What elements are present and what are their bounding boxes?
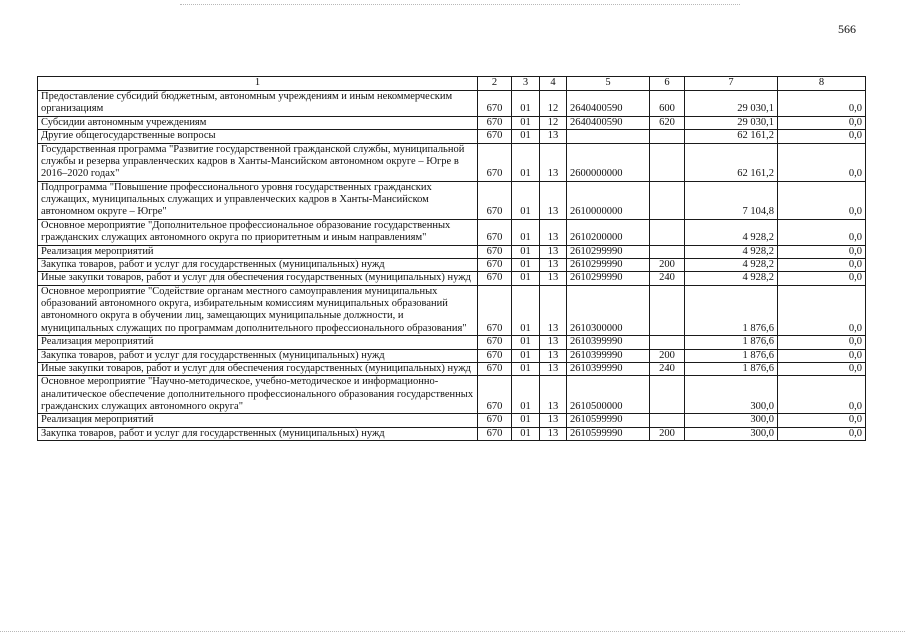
row-subsection-cell: 13 xyxy=(540,349,567,362)
row-target-article-cell: 2610399990 xyxy=(567,336,650,349)
row-subvention-amount-cell: 0,0 xyxy=(778,336,866,349)
row-expense-type-cell: 200 xyxy=(650,427,685,440)
row-subsection-cell: 13 xyxy=(540,272,567,285)
row-name-cell: Закупка товаров, работ и услуг для государственных (муниципальных) нужд xyxy=(38,258,478,271)
row-target-article-cell: 2610599990 xyxy=(567,414,650,427)
row-section-cell: 01 xyxy=(512,427,540,440)
scan-artifact-bottom xyxy=(0,631,905,633)
table-row xyxy=(38,349,866,362)
row-target-article-cell: 2610299990 xyxy=(567,258,650,271)
row-ministry-code-cell: 670 xyxy=(478,245,512,258)
row-subsection-cell: 13 xyxy=(540,336,567,349)
row-subsection-cell: 13 xyxy=(540,285,567,336)
row-section-cell: 01 xyxy=(512,414,540,427)
budget-table xyxy=(37,76,866,441)
table-row xyxy=(38,336,866,349)
row-expense-type-cell xyxy=(650,336,685,349)
row-subvention-amount-cell: 0,0 xyxy=(778,376,866,414)
row-section-cell: 01 xyxy=(512,143,540,181)
row-section-cell: 01 xyxy=(512,376,540,414)
row-subsection-cell: 13 xyxy=(540,219,567,245)
row-section-cell: 01 xyxy=(512,116,540,129)
row-name-cell: Реализация мероприятий xyxy=(38,414,478,427)
row-name-cell: Предоставление субсидий бюджетным, автономным учреждениям и иным некоммерческим организациям xyxy=(38,91,478,117)
table-row xyxy=(38,130,866,143)
row-ministry-code-cell: 670 xyxy=(478,272,512,285)
row-name-cell: Подпрограмма "Повышение профессионального уровня государственных гражданских служащих, муниципальных служащих и управленческих кадров в Ханты-Мансийском автономном округе – Югре" xyxy=(38,181,478,219)
row-ministry-code-cell: 670 xyxy=(478,219,512,245)
row-name-cell: Иные закупки товаров, работ и услуг для обеспечения государственных (муниципальных) нужд xyxy=(38,272,478,285)
row-amount-cell: 29 030,1 xyxy=(685,91,778,117)
row-name-cell: Основное мероприятие "Дополнительное профессиональное образование государственных гражданских служащих автономного округа по приоритетным и иным направлениям" xyxy=(38,219,478,245)
row-target-article-cell: 2600000000 xyxy=(567,143,650,181)
table-row xyxy=(38,181,866,219)
row-target-article-cell: 2610300000 xyxy=(567,285,650,336)
row-section-cell: 01 xyxy=(512,130,540,143)
row-expense-type-cell: 200 xyxy=(650,258,685,271)
row-subsection-cell: 13 xyxy=(540,427,567,440)
row-amount-cell: 1 876,6 xyxy=(685,349,778,362)
row-expense-type-cell xyxy=(650,143,685,181)
row-subsection-cell: 12 xyxy=(540,91,567,117)
table-header-row xyxy=(38,77,866,91)
row-subvention-amount-cell: 0,0 xyxy=(778,414,866,427)
table-row xyxy=(38,245,866,258)
row-section-cell: 01 xyxy=(512,245,540,258)
row-expense-type-cell: 600 xyxy=(650,91,685,117)
row-target-article-cell: 2610399990 xyxy=(567,362,650,375)
row-name-cell: Реализация мероприятий xyxy=(38,245,478,258)
row-expense-type-cell: 240 xyxy=(650,362,685,375)
row-name-cell: Государственная программа "Развитие государственной гражданской службы, муниципальной службы и резерва управленческих кадров в Ханты-Мансийском автономном округе – Югре в 2016–2020 годах" xyxy=(38,143,478,181)
row-section-cell: 01 xyxy=(512,219,540,245)
table-row xyxy=(38,116,866,129)
row-subvention-amount-cell: 0,0 xyxy=(778,130,866,143)
row-section-cell: 01 xyxy=(512,362,540,375)
row-section-cell: 01 xyxy=(512,272,540,285)
row-ministry-code-cell: 670 xyxy=(478,181,512,219)
row-name-cell: Закупка товаров, работ и услуг для государственных (муниципальных) нужд xyxy=(38,427,478,440)
row-ministry-code-cell: 670 xyxy=(478,362,512,375)
column-header: 1 xyxy=(38,77,478,91)
column-header: 5 xyxy=(567,77,650,91)
row-target-article-cell: 2610200000 xyxy=(567,219,650,245)
row-amount-cell: 62 161,2 xyxy=(685,130,778,143)
table-row xyxy=(38,427,866,440)
row-section-cell: 01 xyxy=(512,91,540,117)
row-expense-type-cell: 620 xyxy=(650,116,685,129)
row-amount-cell: 7 104,8 xyxy=(685,181,778,219)
row-subsection-cell: 13 xyxy=(540,414,567,427)
table-row xyxy=(38,285,866,336)
column-header: 3 xyxy=(512,77,540,91)
row-expense-type-cell xyxy=(650,219,685,245)
table-row xyxy=(38,272,866,285)
column-header: 8 xyxy=(778,77,866,91)
row-amount-cell: 4 928,2 xyxy=(685,245,778,258)
row-ministry-code-cell: 670 xyxy=(478,349,512,362)
row-ministry-code-cell: 670 xyxy=(478,414,512,427)
row-name-cell: Другие общегосударственные вопросы xyxy=(38,130,478,143)
row-target-article-cell: 2640400590 xyxy=(567,116,650,129)
row-subvention-amount-cell: 0,0 xyxy=(778,181,866,219)
row-amount-cell: 29 030,1 xyxy=(685,116,778,129)
row-target-article-cell: 2610500000 xyxy=(567,376,650,414)
row-ministry-code-cell: 670 xyxy=(478,336,512,349)
row-subvention-amount-cell: 0,0 xyxy=(778,245,866,258)
row-subsection-cell: 13 xyxy=(540,376,567,414)
row-target-article-cell: 2640400590 xyxy=(567,91,650,117)
row-target-article-cell: 2610299990 xyxy=(567,245,650,258)
row-subvention-amount-cell: 0,0 xyxy=(778,143,866,181)
row-amount-cell: 300,0 xyxy=(685,427,778,440)
row-expense-type-cell: 240 xyxy=(650,272,685,285)
table-row xyxy=(38,376,866,414)
column-header: 6 xyxy=(650,77,685,91)
row-subvention-amount-cell: 0,0 xyxy=(778,362,866,375)
row-subvention-amount-cell: 0,0 xyxy=(778,219,866,245)
row-section-cell: 01 xyxy=(512,285,540,336)
row-expense-type-cell xyxy=(650,181,685,219)
row-amount-cell: 1 876,6 xyxy=(685,285,778,336)
row-name-cell: Основное мероприятие "Содействие органам местного самоуправления муниципальных образований автономного округа, избирательным комиссиям муниципальных образований автономного округа в обучении лиц, замещающих муниципальные должности, и муниципальных служащих по программам дополнительного профессионального образования" xyxy=(38,285,478,336)
row-subvention-amount-cell: 0,0 xyxy=(778,272,866,285)
column-header: 7 xyxy=(685,77,778,91)
row-subsection-cell: 12 xyxy=(540,116,567,129)
row-subvention-amount-cell: 0,0 xyxy=(778,91,866,117)
row-expense-type-cell xyxy=(650,245,685,258)
row-ministry-code-cell: 670 xyxy=(478,376,512,414)
row-subsection-cell: 13 xyxy=(540,130,567,143)
row-amount-cell: 300,0 xyxy=(685,376,778,414)
row-target-article-cell: 2610000000 xyxy=(567,181,650,219)
row-subsection-cell: 13 xyxy=(540,258,567,271)
row-ministry-code-cell: 670 xyxy=(478,116,512,129)
table-row xyxy=(38,219,866,245)
row-subvention-amount-cell: 0,0 xyxy=(778,258,866,271)
row-ministry-code-cell: 670 xyxy=(478,427,512,440)
row-ministry-code-cell: 670 xyxy=(478,130,512,143)
row-amount-cell: 1 876,6 xyxy=(685,336,778,349)
row-ministry-code-cell: 670 xyxy=(478,285,512,336)
row-target-article-cell: 2610599990 xyxy=(567,427,650,440)
table-row xyxy=(38,414,866,427)
column-header: 2 xyxy=(478,77,512,91)
row-section-cell: 01 xyxy=(512,181,540,219)
row-amount-cell: 4 928,2 xyxy=(685,258,778,271)
row-name-cell: Реализация мероприятий xyxy=(38,336,478,349)
row-subsection-cell: 13 xyxy=(540,181,567,219)
row-amount-cell: 1 876,6 xyxy=(685,362,778,375)
row-ministry-code-cell: 670 xyxy=(478,258,512,271)
row-subvention-amount-cell: 0,0 xyxy=(778,285,866,336)
row-expense-type-cell: 200 xyxy=(650,349,685,362)
row-target-article-cell: 2610299990 xyxy=(567,272,650,285)
row-expense-type-cell xyxy=(650,130,685,143)
row-amount-cell: 4 928,2 xyxy=(685,219,778,245)
row-expense-type-cell xyxy=(650,376,685,414)
row-expense-type-cell xyxy=(650,285,685,336)
table-row xyxy=(38,362,866,375)
column-header: 4 xyxy=(540,77,567,91)
row-section-cell: 01 xyxy=(512,336,540,349)
row-subvention-amount-cell: 0,0 xyxy=(778,116,866,129)
row-target-article-cell: 2610399990 xyxy=(567,349,650,362)
row-subsection-cell: 13 xyxy=(540,143,567,181)
row-name-cell: Основное мероприятие "Научно-методическое, учебно-методическое и информационно-аналитическое обеспечение дополнительного профессионального образования государственных гражданских служащих автономного округа" xyxy=(38,376,478,414)
row-ministry-code-cell: 670 xyxy=(478,143,512,181)
row-amount-cell: 62 161,2 xyxy=(685,143,778,181)
row-name-cell: Субсидии автономным учреждениям xyxy=(38,116,478,129)
row-subvention-amount-cell: 0,0 xyxy=(778,427,866,440)
row-amount-cell: 4 928,2 xyxy=(685,272,778,285)
row-section-cell: 01 xyxy=(512,258,540,271)
row-expense-type-cell xyxy=(650,414,685,427)
row-target-article-cell xyxy=(567,130,650,143)
row-subvention-amount-cell: 0,0 xyxy=(778,349,866,362)
row-subsection-cell: 13 xyxy=(540,245,567,258)
page-number: 566 xyxy=(838,22,856,36)
table-row xyxy=(38,143,866,181)
row-ministry-code-cell: 670 xyxy=(478,91,512,117)
row-amount-cell: 300,0 xyxy=(685,414,778,427)
row-name-cell: Закупка товаров, работ и услуг для государственных (муниципальных) нужд xyxy=(38,349,478,362)
row-subsection-cell: 13 xyxy=(540,362,567,375)
scan-artifact-top xyxy=(180,4,740,6)
table-row xyxy=(38,91,866,117)
row-name-cell: Иные закупки товаров, работ и услуг для обеспечения государственных (муниципальных) нужд xyxy=(38,362,478,375)
row-section-cell: 01 xyxy=(512,349,540,362)
table-row xyxy=(38,258,866,271)
